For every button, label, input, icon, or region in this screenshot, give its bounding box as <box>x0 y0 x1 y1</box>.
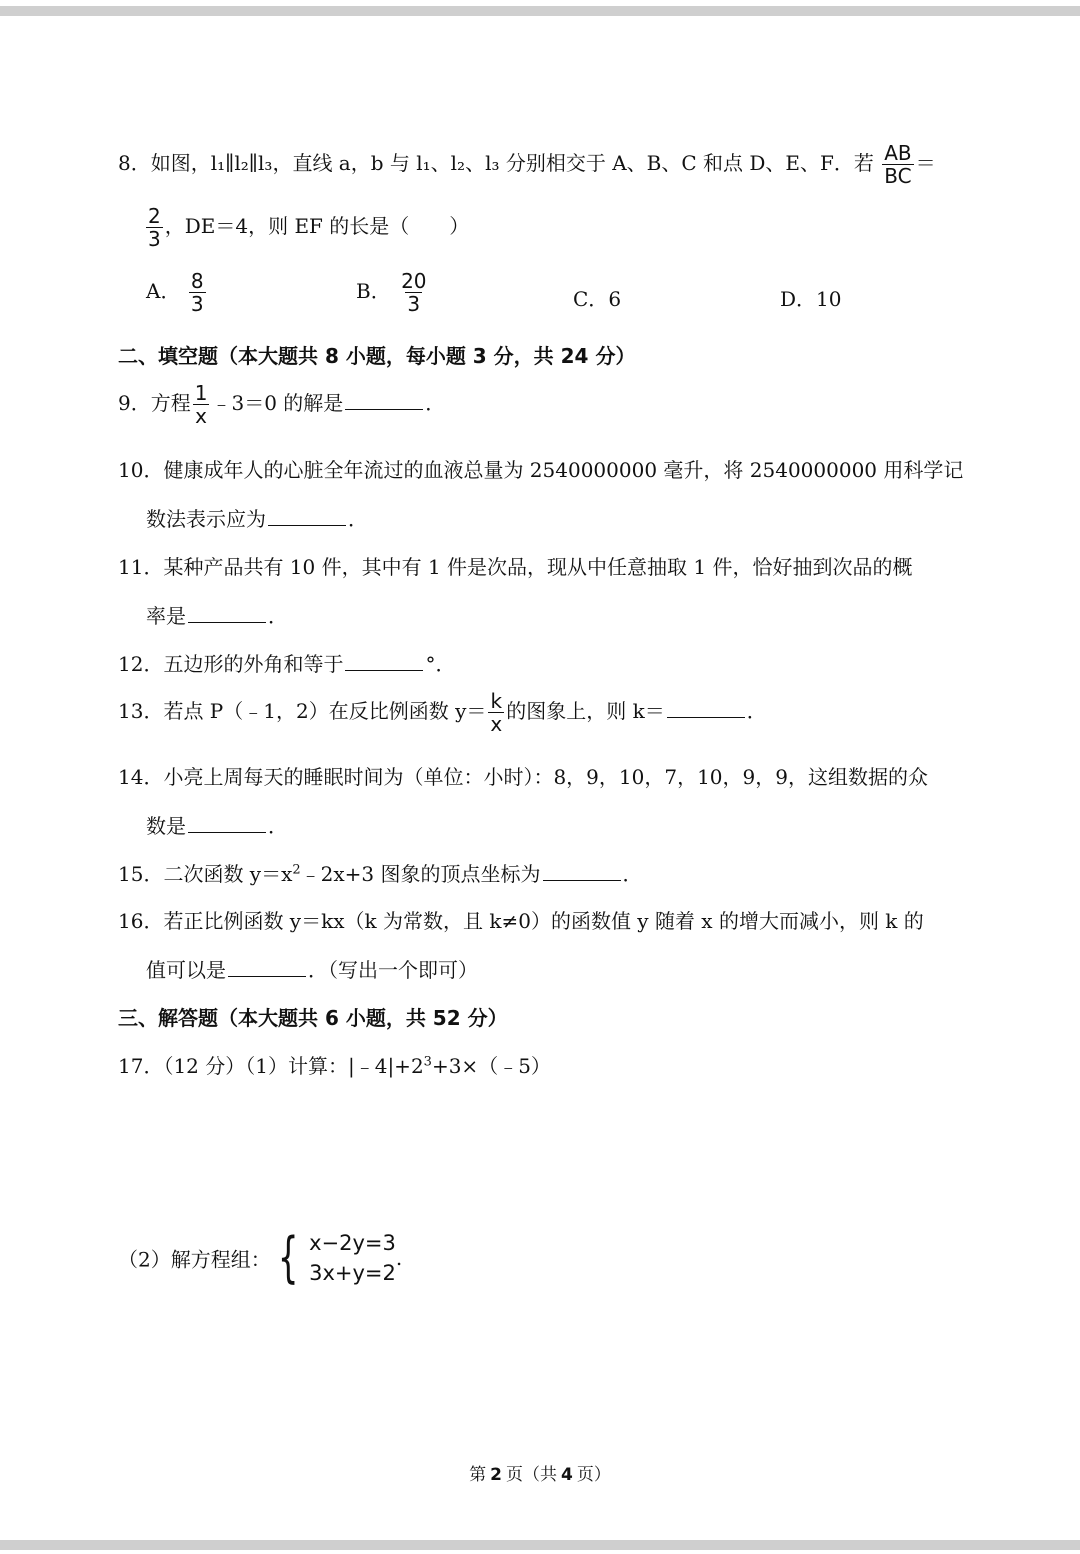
question-13-text-2: 的图象上，则 k＝ <box>506 699 665 723</box>
superscript: 3 <box>423 1054 432 1070</box>
question-16-end: ．（写出一个即可） <box>308 958 478 982</box>
fraction-numerator: 20 <box>401 269 427 293</box>
answer-blank <box>667 699 745 718</box>
section-2-title: 二、填空题（本大题共 8 小题，每小题 3 分，共 24 分） <box>118 344 636 368</box>
option-label: C． <box>573 287 609 311</box>
question-17-end: . <box>395 1246 403 1270</box>
answer-blank <box>543 862 621 881</box>
fraction-denominator: 3 <box>148 227 161 251</box>
question-12 <box>118 648 455 677</box>
question-17-text-2: +3×（﹣5） <box>431 1054 551 1078</box>
question-16-line2 <box>146 954 478 983</box>
answer-blank <box>228 958 306 977</box>
fraction-numerator: AB <box>884 141 912 165</box>
fraction-k-over-x <box>488 690 504 735</box>
question-13-text: 13．若点 P（﹣1，2）在反比例函数 y＝ <box>118 699 487 723</box>
left-brace-icon: { <box>277 1226 299 1289</box>
page-top-edge <box>0 6 1080 16</box>
superscript: 2 <box>292 862 301 878</box>
question-16-text-2: 值可以是 <box>146 958 226 982</box>
fraction-denominator: BC <box>884 164 912 188</box>
question-17-part2-label: （2）解方程组： <box>118 1247 271 1272</box>
equation-1: x−2y=3 <box>309 1231 396 1255</box>
option-value: 10 <box>816 287 842 311</box>
question-17-part1 <box>118 1050 551 1079</box>
question-14-line2 <box>146 810 288 839</box>
fraction-1-over-x <box>193 382 210 427</box>
option-label: B． <box>356 279 391 303</box>
question-8-line2 <box>144 205 469 250</box>
option-b <box>356 270 431 315</box>
question-8-text: 8．如图，l₁∥l₂∥l₃，直线 a，b 与 l₁、l₂、l₃ 分别相交于 A、B、C 和点 D、E、F．若 <box>118 151 874 175</box>
option-label: D． <box>780 287 817 311</box>
question-9 <box>118 382 445 427</box>
question-11-end: ． <box>268 604 288 628</box>
section-3-title: 三、解答题（本大题共 6 小题，共 52 分） <box>118 1006 508 1030</box>
question-15-text-2: ﹣2x+3 图象的顶点坐标为 <box>300 862 541 886</box>
option-value: 6 <box>608 287 622 311</box>
question-14-text-2: 数是 <box>146 814 186 838</box>
page-number: 2 <box>490 1465 502 1485</box>
question-12-text: 12．五边形的外角和等于 <box>118 652 344 676</box>
answer-blank <box>345 391 423 410</box>
equation-2: 3x+y=2 <box>309 1261 396 1285</box>
equals-sign: ＝ <box>915 151 936 175</box>
question-10: 10．健康成年人的心脏全年流过的血液总量为 2540000000 毫升，将 2540000000 用科学记 <box>118 458 964 482</box>
option-fraction <box>399 270 428 315</box>
question-11: 11．某种产品共有 10 件，其中有 1 件是次品，现从中任意抽取 1 件，恰好抽到次品的概 <box>118 555 913 579</box>
total-pages: 4 <box>561 1465 573 1485</box>
fraction-denominator: x <box>195 404 208 428</box>
footer-text: 第 <box>469 1465 487 1485</box>
fraction-numerator: 8 <box>190 269 204 293</box>
option-d <box>780 283 842 312</box>
question-11-line2 <box>146 600 288 629</box>
question-15 <box>118 858 643 887</box>
question-10-text-2: 数法表示应为 <box>146 507 266 531</box>
option-c <box>573 283 621 312</box>
fraction-ab-bc <box>882 142 913 187</box>
fraction-ratio <box>146 205 163 250</box>
page-bottom-edge <box>0 1540 1080 1550</box>
question-14: 14．小亮上周每天的睡眠时间为（单位：小时）：8，9，10，7，10，9，9，这组数据的众 <box>118 765 928 789</box>
question-14-end: ． <box>268 814 288 838</box>
question-8 <box>118 142 936 187</box>
option-fraction <box>189 270 206 315</box>
answer-blank <box>268 507 346 526</box>
fraction-denominator: 3 <box>407 292 421 316</box>
fraction-denominator: x <box>490 712 503 736</box>
question-13-end: ． <box>746 699 767 723</box>
footer-text: 页） <box>576 1465 611 1485</box>
page-footer <box>0 1460 1080 1485</box>
question-13 <box>118 690 767 735</box>
question-10-line2 <box>146 503 368 532</box>
question-9-end: ． <box>425 391 446 415</box>
option-a <box>146 270 208 315</box>
question-9-text-2: ﹣3＝0 的解是 <box>211 391 344 415</box>
question-11-text-2: 率是 <box>146 604 186 628</box>
equation-system <box>271 1228 396 1288</box>
question-15-end: ． <box>622 862 643 886</box>
answer-blank <box>188 814 266 833</box>
question-8-text-2: ，DE＝4，则 EF 的长是（ ） <box>164 214 470 238</box>
question-16: 16．若正比例函数 y＝kx（k 为常数，且 k≠0）的函数值 y 随着 x 的增大而减小，则 k 的 <box>118 909 924 933</box>
question-17-text: 17．（12 分）（1）计算：|﹣4|+2 <box>118 1054 424 1078</box>
option-label: A． <box>146 279 181 303</box>
fraction-numerator: k <box>490 689 503 713</box>
question-10-end: ． <box>348 507 368 531</box>
question-12-end: °． <box>425 652 456 676</box>
question-15-text: 15．二次函数 y＝x <box>118 862 293 886</box>
question-9-text: 9．方程 <box>118 391 191 415</box>
fraction-numerator: 1 <box>194 381 208 405</box>
answer-blank <box>188 604 266 623</box>
footer-text: 页（共 <box>506 1465 557 1485</box>
answer-blank <box>345 652 423 671</box>
fraction-denominator: 3 <box>190 292 204 316</box>
question-17-part2 <box>118 1228 402 1288</box>
fraction-numerator: 2 <box>148 204 161 228</box>
